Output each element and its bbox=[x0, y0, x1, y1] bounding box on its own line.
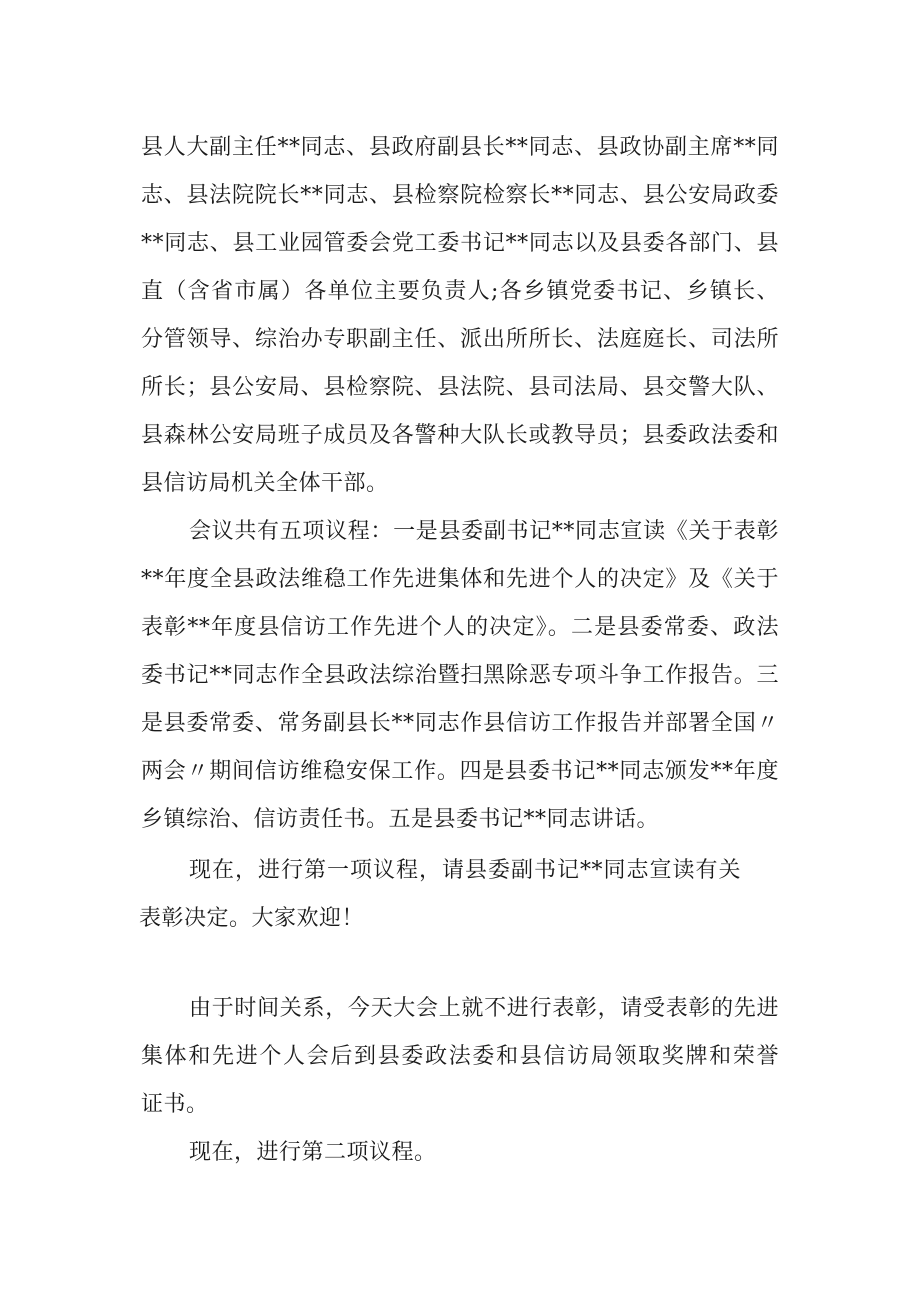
text-line: 表彰**年度县信访工作先进个人的决定》。二是县委常委、政法 bbox=[141, 615, 779, 640]
text-line: 直（含省市属）各单位主要负责人;各乡镇党委书记、乡镇长、 bbox=[141, 279, 779, 304]
text-line: 志、县法院院长**同志、县检察院检察长**同志、县公安局政委 bbox=[141, 183, 779, 208]
text-line: **同志、县工业园管委会党工委书记**同志以及县委各部门、县 bbox=[141, 231, 779, 256]
text-line: 县人大副主任**同志、县政府副县长**同志、县政协副主席**同 bbox=[141, 135, 779, 160]
text-line: 所长；县公安局、县检察院、县法院、县司法局、县交警大队、 bbox=[141, 375, 779, 400]
text-line: 分管领导、综治办专职副主任、派出所所长、法庭庭长、司法所 bbox=[141, 327, 779, 352]
text-line: 委书记**同志作全县政法综治暨扫黑除恶专项斗争工作报告。三 bbox=[141, 663, 779, 688]
text-line: 是县委常委、常务副县长**同志作县信访工作报告并部署全国〃 bbox=[141, 711, 779, 736]
text-line: 会议共有五项议程：一是县委副书记**同志宣读《关于表彰 bbox=[189, 519, 779, 544]
text-line: 县信访局机关全体干部。 bbox=[141, 471, 389, 496]
text-line: 两会〃期间信访维稳安保工作。四是县委书记**同志颁发**年度 bbox=[141, 759, 779, 784]
text-line: 表彰决定。大家欢迎！ bbox=[139, 906, 365, 931]
text-line: **年度全县政法维稳工作先进集体和先进个人的决定》及《关于 bbox=[141, 567, 779, 592]
text-line: 乡镇综治、信访责任书。五是县委书记**同志讲话。 bbox=[141, 807, 660, 832]
text-line: 现在，进行第一项议程，请县委副书记**同志宣读有关 bbox=[189, 858, 741, 883]
text-line: 集体和先进个人会后到县委政法委和县信访局领取奖牌和荣誉 bbox=[141, 1044, 779, 1069]
text-line: 现在，进行第二项议程。 bbox=[189, 1140, 437, 1165]
text-line: 县森林公安局班子成员及各警种大队长或教导员；县委政法委和 bbox=[141, 423, 779, 448]
text-line: 证书。 bbox=[141, 1092, 209, 1117]
text-line: 由于时间关系，今天大会上就不进行表彰，请受表彰的先进 bbox=[189, 996, 779, 1021]
